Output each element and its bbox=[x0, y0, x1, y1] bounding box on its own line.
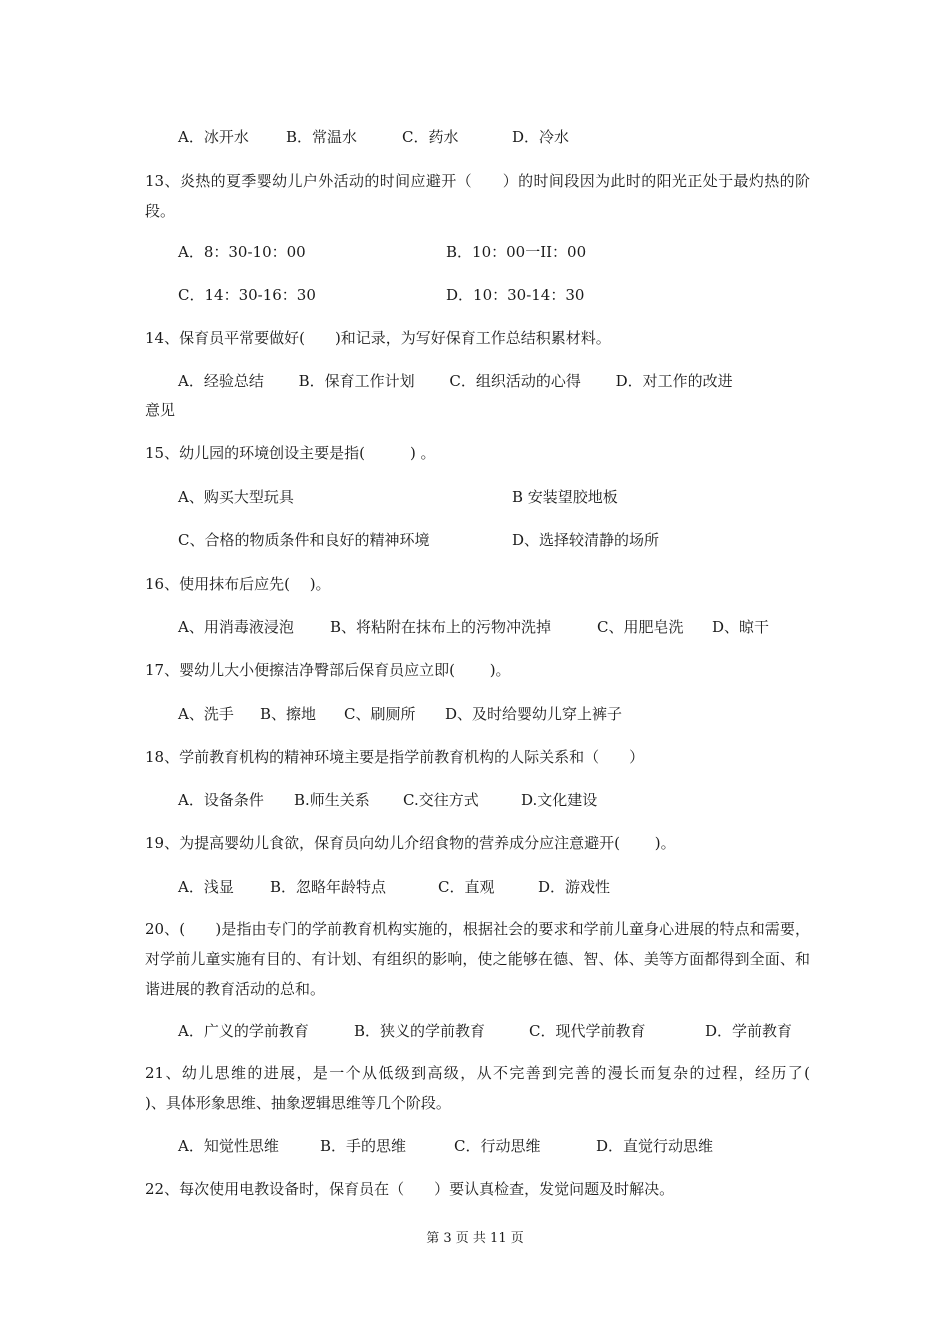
q13-option-b: B．10：00一II：00 bbox=[446, 243, 587, 261]
q20-option-d: D．学前教育 bbox=[705, 1022, 793, 1040]
q21-option-c: C．行动思维 bbox=[454, 1137, 541, 1155]
q16-option-a: A、用消毒液浸泡 bbox=[178, 618, 294, 636]
q17-question: 17、婴幼儿大小便擦洁净臀部后保育员应立即( )。 bbox=[145, 661, 511, 679]
q15-option-c: C、合格的物质条件和良好的精神环境 bbox=[178, 531, 430, 549]
q18-option-b: B.师生关系 bbox=[294, 791, 370, 809]
q18-option-c: C.交往方式 bbox=[403, 791, 479, 809]
q20-option-c: C．现代学前教育 bbox=[529, 1022, 646, 1040]
q19-option-d: D．游戏性 bbox=[538, 878, 611, 896]
q19-question: 19、为提高婴幼儿食欲，保育员向幼儿介绍食物的营养成分应注意避开( )。 bbox=[145, 834, 676, 852]
q12-option-d: D．冷水 bbox=[512, 128, 570, 146]
page-footer: 第 3 页 共 11 页 bbox=[426, 1231, 524, 1246]
q12-option-c: C．药水 bbox=[402, 128, 459, 146]
q15-option-d: D、选择较清静的场所 bbox=[512, 531, 660, 549]
q16-question: 16、使用抹布后应先( )。 bbox=[145, 575, 331, 593]
q15-question: 15、幼儿园的环境创设主要是指( ) 。 bbox=[145, 444, 436, 462]
q18-question: 18、学前教育机构的精神环境主要是指学前教育机构的人际关系和（ ） bbox=[145, 748, 645, 766]
q17-option-a: A、洗手 bbox=[178, 705, 234, 723]
q18-option-a: A．设备条件 bbox=[178, 791, 264, 809]
q13-option-d: D．10：30-14：30 bbox=[446, 286, 585, 304]
q12-option-b: B．常温水 bbox=[286, 128, 358, 146]
q19-option-c: C．直观 bbox=[438, 878, 495, 896]
q20-option-a: A．广义的学前教育 bbox=[178, 1022, 309, 1040]
q15-option-b: B 安装望胶地板 bbox=[512, 488, 618, 506]
q21-option-b: B．手的思维 bbox=[320, 1137, 407, 1155]
q19-option-a: A．浅显 bbox=[178, 878, 234, 896]
q13-option-a: A．8：30-10：00 bbox=[178, 243, 306, 261]
q21-option-d: D．直觉行动思维 bbox=[596, 1137, 714, 1155]
q17-option-b: B、擦地 bbox=[260, 705, 317, 723]
q20-question: 20、( )是指由专门的学前教育机构实施的，根据社会的要求和学前儿童身心进展的特点和需要，对学前儿童实施有目的、有计划、有组织的影响，使之能够在德、智、体、美等方面都得到全面、和谐进展的教育活动的总和。 bbox=[145, 920, 810, 998]
q13-option-c: C．14：30-16：30 bbox=[178, 286, 316, 304]
q14-question: 14、保育员平常要做好( )和记录，为写好保育工作总结积累材料。 bbox=[145, 329, 611, 347]
q19-option-b: B．忽略年龄特点 bbox=[270, 878, 387, 896]
q16-option-b: B、将粘附在抹布上的污物冲洗掉 bbox=[330, 618, 552, 636]
q17-option-d: D、及时给婴幼儿穿上裤子 bbox=[445, 705, 623, 723]
q22-question: 22、每次使用电教设备时，保育员在（ ）要认真检查，发觉问题及时解决。 bbox=[145, 1180, 675, 1198]
q15-option-a: A、购买大型玩具 bbox=[178, 488, 294, 506]
q21-question: 21、幼儿思维的进展，是一个从低级到高级，从不完善到完善的漫长而复杂的过程，经历了( )、具体形象思维、抽象逻辑思维等几个阶段。 bbox=[145, 1064, 845, 1112]
q14-options-line1: A．经验总结 B．保育工作计划 C．组织活动的心得 D．对工作的改进 bbox=[178, 372, 733, 390]
q16-option-d: D、晾干 bbox=[712, 618, 770, 636]
q12-option-a: A．冰开水 bbox=[178, 128, 249, 146]
q21-option-a: A．知觉性思维 bbox=[178, 1137, 279, 1155]
q17-option-c: C、刷厕所 bbox=[344, 705, 416, 723]
q13-question: 13、炎热的夏季婴幼儿户外活动的时间应避开（ ）的时间段因为此时的阳光正处于最灼热的阶段。 bbox=[145, 172, 810, 220]
q16-option-c: C、用肥皂洗 bbox=[597, 618, 684, 636]
q14-options-line2: 意见 bbox=[145, 401, 176, 419]
q20-option-b: B．狭义的学前教育 bbox=[354, 1022, 486, 1040]
q18-option-d: D.文化建设 bbox=[521, 791, 598, 809]
